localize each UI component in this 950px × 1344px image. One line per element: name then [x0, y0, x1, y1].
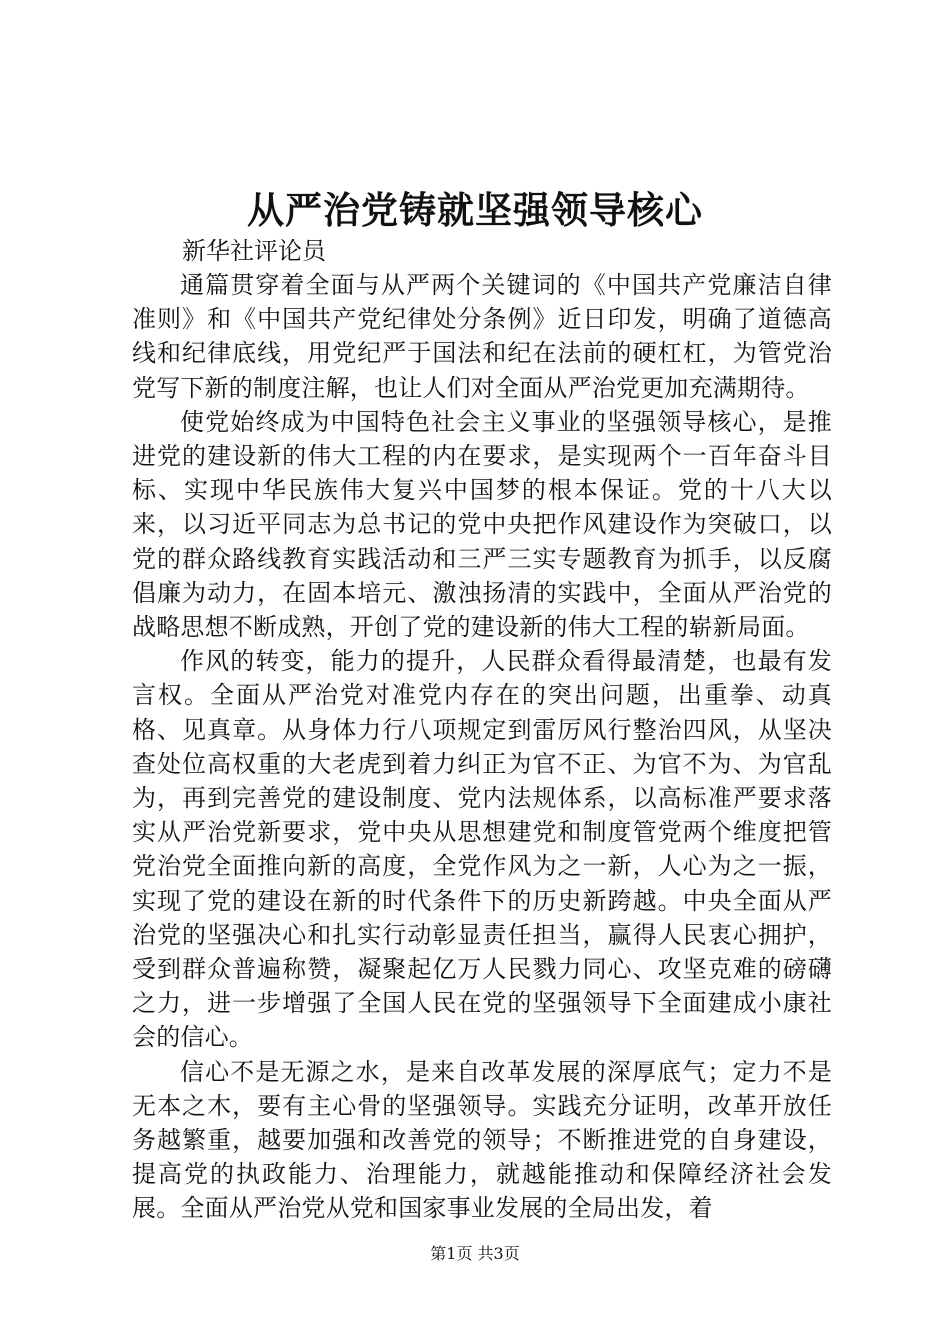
paragraph: 信心不是无源之水，是来自改革发展的深厚底气；定力不是无本之木，要有主心骨的坚强领导。实践充分证明，改革开放任务越繁重，越要加强和改善党的领导；不断推进党的自身建设，提高党的执政能力、治理能力，就越能推动和保障经济社会发展。全面从严治党从党和国家事业发展的全局出发，着 [132, 1057, 832, 1223]
document-body [132, 268, 832, 1226]
author-byline: 新华社评论员 [182, 237, 326, 265]
page-footer: 第1页 共3页 [430, 1244, 520, 1263]
paragraph: 作风的转变，能力的提升，人民群众看得最清楚，也最有发言权。全面从严治党对准党内存在的突出问题，出重拳、动真格、见真章。从身体力行八项规定到雷厉风行整治四风，从坚决查处位高权重的大老虎到着力纠正为官不正、为官不为、为官乱为，再到完善党的建设制度、党内法规体系，以高标准严要求落实从严治党新要求，党中央从思想建党和制度管党两个维度把管党治党全面推向新的高度，全党作风为之一新，人心为之一振，实现了党的建设在新的时代条件下的历史新跨越。中央全面从严治党的坚强决心和扎实行动彰显责任担当，赢得人民衷心拥护，受到群众普遍称赞，凝聚起亿万人民戮力同心、攻坚克难的磅礴之力，进一步增强了全国人民在党的坚强领导下全面建成小康社会的信心。 [132, 647, 832, 1052]
paragraph: 使党始终成为中国特色社会主义事业的坚强领导核心，是推进党的建设新的伟大工程的内在要求，是实现两个一百年奋斗目标、实现中华民族伟大复兴中国梦的根本保证。党的十八大以来，以习近平同志为总书记的党中央把作风建设作为突破口，以党的群众路线教育实践活动和三严三实专题教育为抓手，以反腐倡廉为动力，在固本培元、激浊扬清的实践中，全面从严治党的战略思想不断成熟，开创了党的建设新的伟大工程的崭新局面。 [132, 407, 832, 642]
document-title: 从严治党铸就坚强领导核心 [247, 188, 703, 232]
paragraph: 通篇贯穿着全面与从严两个关键词的《中国共产党廉洁自律准则》和《中国共产党纪律处分条例》近日印发，明确了道德高线和纪律底线，用党纪严于国法和纪在法前的硬杠杠，为管党治党写下新的制度注解，也让人们对全面从严治党更加充满期待。 [132, 271, 832, 402]
